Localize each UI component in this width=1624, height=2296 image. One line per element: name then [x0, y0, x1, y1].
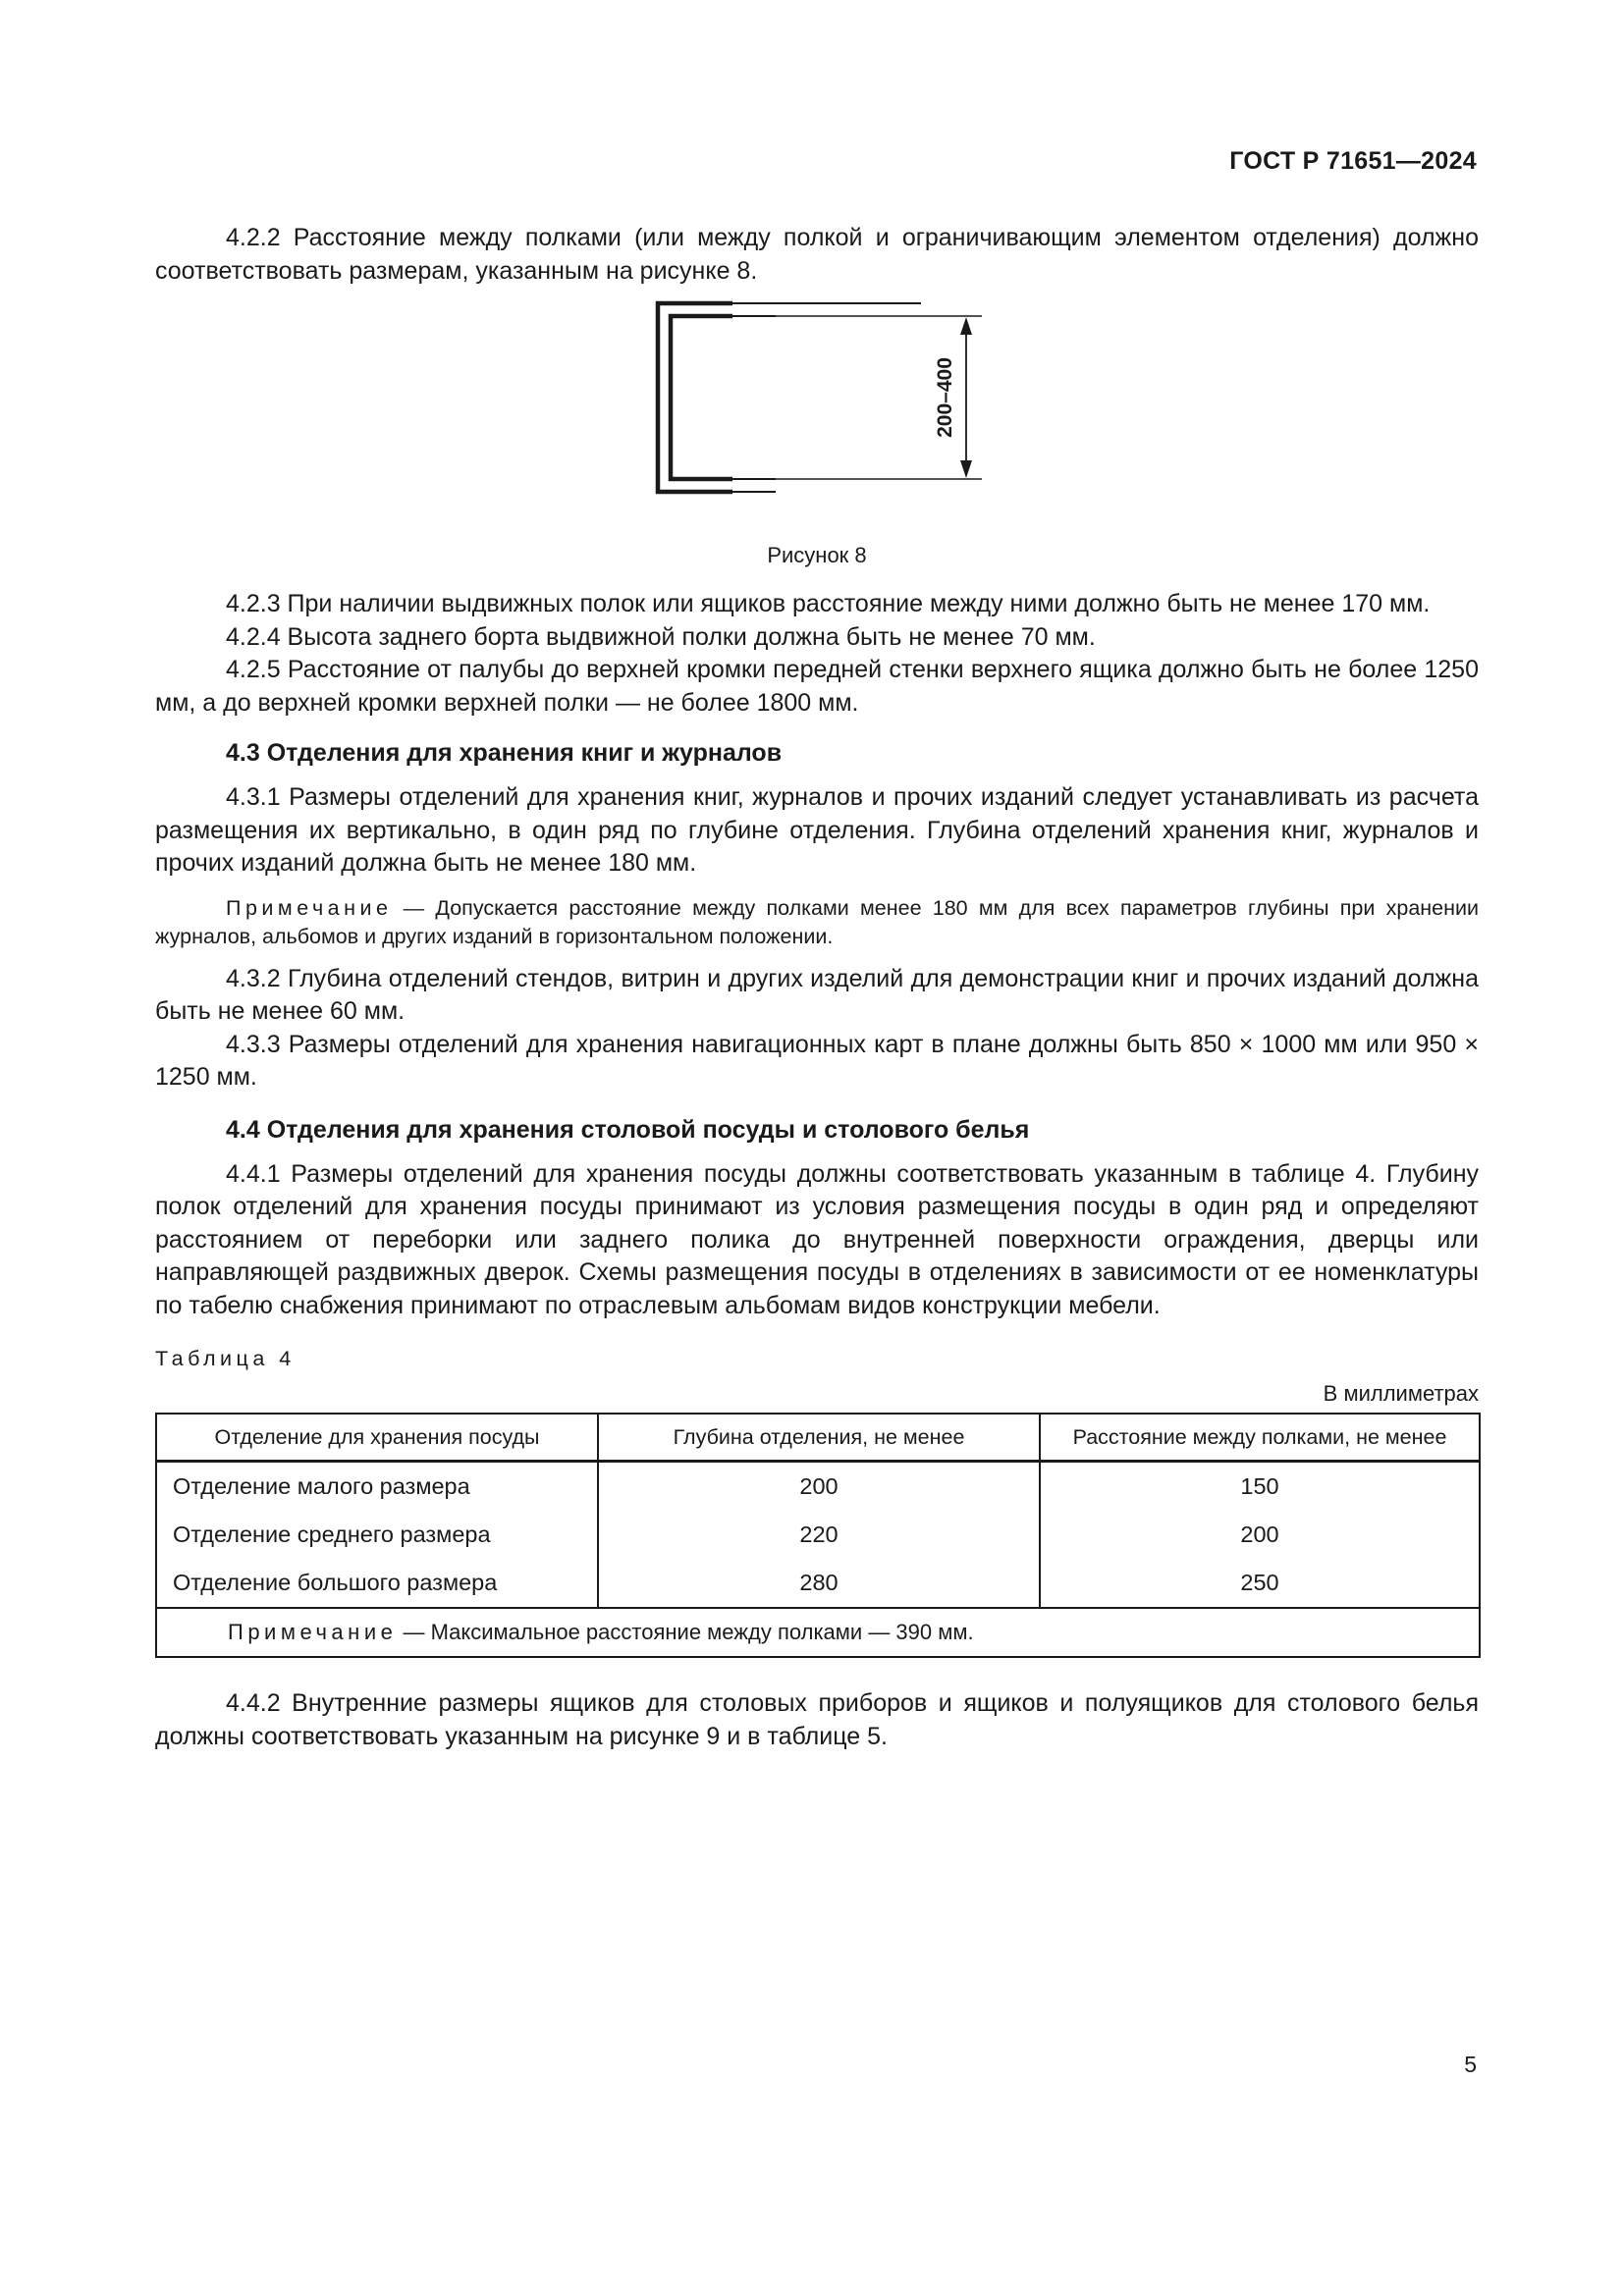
column-header: Расстояние между полками, не менее — [1040, 1414, 1480, 1462]
column-header: Отделение для хранения посуды — [156, 1414, 598, 1462]
paragraph-4-2-5: 4.2.5 Расстояние от палубы до верхней кромки передней стенки верхнего ящика должно быть не более 1250 мм, а до верхней кромки верхней полки — не более 1800 мм. — [155, 656, 1479, 717]
table-4 — [155, 1413, 1481, 1658]
section-heading-4-4: 4.4 Отделения для хранения столовой посуды и столового белья — [226, 1115, 1030, 1144]
table-cell: 150 — [1040, 1462, 1480, 1512]
dimension-label: 200–400 — [934, 357, 956, 438]
paragraph-4-4-1: 4.4.1 Размеры отделений для хранения посуды должны соответствовать указанным в таблице 4. Глубину полок отделений для хранения посуды принимают из условия размещения посуды в один ряд и определяют расстоянием от переборки или заднего полика до внутренней поверхности ограждения, дверцы или направляющей раздвижных дверок. Схемы размещения посуды в отделениях в зависимости от ее номенклатуры по табелю снабжения принимают по отраслевым альбомам видов конструкции мебели. — [155, 1159, 1479, 1319]
table-row — [156, 1511, 1480, 1559]
table-row — [156, 1559, 1480, 1608]
table-cell: Отделение среднего размера — [156, 1511, 598, 1559]
table-cell: Отделение большого размера — [156, 1559, 598, 1608]
table-note — [156, 1608, 1480, 1657]
table-cell: 220 — [598, 1511, 1040, 1559]
table-note-row — [156, 1608, 1480, 1657]
dimension-arrow-top — [960, 317, 972, 335]
paragraph-4-4-2: 4.4.2 Внутренние размеры ящиков для столовых приборов и ящиков и полуящиков для столового белья должны соответствовать указанным на рисунке 9 и в таблице 5. — [155, 1689, 1479, 1750]
figure-8-caption: Рисунок 8 — [767, 543, 867, 567]
table-header-row — [156, 1414, 1480, 1462]
paragraph-4-3-3: 4.3.3 Размеры отделений для хранения навигационных карт в плане должны быть 850 × 1000 мм или 950 × 1250 мм. — [155, 1030, 1479, 1091]
section-heading-4-3: 4.3 Отделения для хранения книг и журналов — [226, 739, 783, 767]
paragraph-4-3-1: 4.3.1 Размеры отделений для хранения книг, журналов и прочих изданий следует устанавливать из расчета размещения их вертикально, в один ряд по глубине отделения. Глубина отделений хранения книг, журналов и прочих изданий должна быть не менее 180 мм. — [155, 783, 1479, 877]
column-header: Глубина отделения, не менее — [598, 1414, 1040, 1462]
dimension-arrow-bottom — [960, 460, 972, 478]
table-cell: 280 — [598, 1559, 1040, 1608]
note-label: Примечание — [226, 895, 393, 920]
table-note-label: Примечание — [228, 1620, 398, 1644]
paragraph-4-2-3: 4.2.3 При наличии выдвижных полок или ящиков расстояние между ними должно быть не менее 170 мм. — [226, 590, 1431, 617]
figure-8 — [155, 295, 1479, 537]
note-text: — Допускается расстояние между полками менее 180 мм для всех параметров глубины при хранении журналов, альбомов и других изданий в горизонтальном положении. — [155, 895, 1479, 948]
shelf-inner-outline — [671, 316, 732, 479]
shelf-spacing-diagram — [155, 295, 1479, 537]
note-4-3 — [155, 894, 1479, 951]
table-4-units: В миллиметрах — [1323, 1381, 1479, 1406]
paragraph-4-2-2: 4.2.2 Расстояние между полками (или между полкой и ограничивающим элементом отделения) должно соответствовать размерам, указанным на рисунке 8. — [155, 224, 1479, 285]
table-cell: Отделение малого размера — [156, 1462, 598, 1512]
paragraph-4-3-2: 4.3.2 Глубина отделений стендов, витрин и других изделий для демонстрации книг и прочих изданий должна быть не менее 60 мм. — [155, 964, 1479, 1025]
page-content — [155, 222, 1479, 1753]
table-note-text: — Максимальное расстояние между полками — 390 мм. — [397, 1620, 974, 1644]
paragraph-4-2-4: 4.2.4 Высота заднего борта выдвижной полки должна быть не менее 70 мм. — [226, 622, 1096, 651]
table-cell: 250 — [1040, 1559, 1480, 1608]
table-cell: 200 — [1040, 1511, 1480, 1559]
table-row — [156, 1462, 1480, 1512]
page-number: 5 — [1464, 2052, 1477, 2077]
table-cell: 200 — [598, 1462, 1040, 1512]
document-id: ГОСТ Р 71651—2024 — [1229, 147, 1477, 175]
table-4-label: Таблица 4 — [155, 1347, 296, 1370]
